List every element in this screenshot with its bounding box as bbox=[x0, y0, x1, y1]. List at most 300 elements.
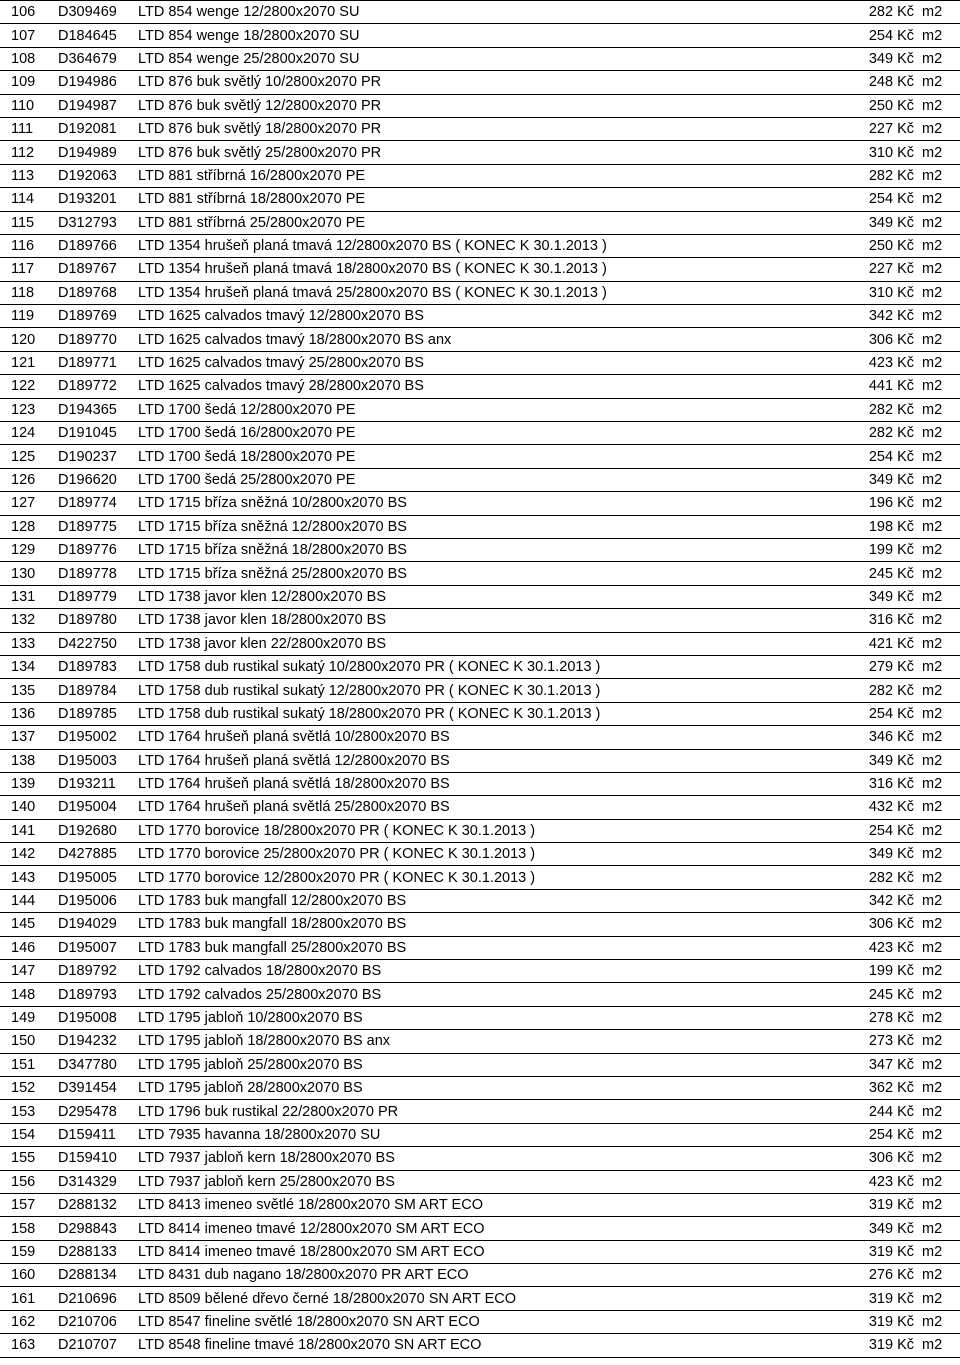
product-code: D189783 bbox=[58, 655, 138, 678]
product-description: LTD 1758 dub rustikal sukatý 18/2800x2070 PR ( KONEC K 30.1.2013 ) bbox=[138, 702, 798, 725]
row-number: 106 bbox=[0, 1, 58, 24]
price-unit: m2 bbox=[914, 492, 960, 515]
row-number: 136 bbox=[0, 702, 58, 725]
product-code: D194029 bbox=[58, 913, 138, 936]
product-code: D288132 bbox=[58, 1193, 138, 1216]
price-unit: m2 bbox=[914, 141, 960, 164]
product-description: LTD 1700 šedá 16/2800x2070 PE bbox=[138, 422, 798, 445]
product-price: 306 Kč bbox=[798, 328, 914, 351]
price-unit: m2 bbox=[914, 1, 960, 24]
table-row bbox=[0, 562, 960, 585]
product-code: D194986 bbox=[58, 71, 138, 94]
table-row bbox=[0, 702, 960, 725]
table-row bbox=[0, 936, 960, 959]
price-unit: m2 bbox=[914, 1076, 960, 1099]
product-description: LTD 1354 hrušeň planá tmavá 25/2800x2070 BS ( KONEC K 30.1.2013 ) bbox=[138, 281, 798, 304]
row-number: 132 bbox=[0, 609, 58, 632]
price-unit: m2 bbox=[914, 632, 960, 655]
table-row bbox=[0, 819, 960, 842]
product-price: 349 Kč bbox=[798, 843, 914, 866]
product-description: LTD 876 buk světlý 12/2800x2070 PR bbox=[138, 94, 798, 117]
product-description: LTD 1715 bříza sněžná 25/2800x2070 BS bbox=[138, 562, 798, 585]
product-description: LTD 1783 buk mangfall 12/2800x2070 BS bbox=[138, 889, 798, 912]
row-number: 131 bbox=[0, 585, 58, 608]
price-unit: m2 bbox=[914, 375, 960, 398]
product-price: 250 Kč bbox=[798, 94, 914, 117]
table-row bbox=[0, 843, 960, 866]
price-unit: m2 bbox=[914, 1147, 960, 1170]
row-number: 152 bbox=[0, 1076, 58, 1099]
product-price: 282 Kč bbox=[798, 679, 914, 702]
table-row bbox=[0, 749, 960, 772]
row-number: 116 bbox=[0, 234, 58, 257]
price-unit: m2 bbox=[914, 1217, 960, 1240]
table-row bbox=[0, 492, 960, 515]
table-row bbox=[0, 585, 960, 608]
product-price: 316 Kč bbox=[798, 772, 914, 795]
product-price: 349 Kč bbox=[798, 468, 914, 491]
table-row bbox=[0, 164, 960, 187]
price-unit: m2 bbox=[914, 328, 960, 351]
table-row bbox=[0, 1076, 960, 1099]
row-number: 134 bbox=[0, 655, 58, 678]
price-unit: m2 bbox=[914, 117, 960, 140]
row-number: 154 bbox=[0, 1123, 58, 1146]
price-unit: m2 bbox=[914, 1287, 960, 1310]
product-code: D184645 bbox=[58, 24, 138, 47]
table-row bbox=[0, 866, 960, 889]
table-row bbox=[0, 1053, 960, 1076]
product-description: LTD 1764 hrušeň planá světlá 12/2800x2070 BS bbox=[138, 749, 798, 772]
product-price: 254 Kč bbox=[798, 188, 914, 211]
product-price: 254 Kč bbox=[798, 819, 914, 842]
price-unit: m2 bbox=[914, 772, 960, 795]
product-code: D288133 bbox=[58, 1240, 138, 1263]
product-price: 441 Kč bbox=[798, 375, 914, 398]
price-unit: m2 bbox=[914, 47, 960, 70]
row-number: 124 bbox=[0, 422, 58, 445]
product-description: LTD 854 wenge 12/2800x2070 SU bbox=[138, 1, 798, 24]
table-row bbox=[0, 1, 960, 24]
row-number: 129 bbox=[0, 538, 58, 561]
price-unit: m2 bbox=[914, 1006, 960, 1029]
price-unit: m2 bbox=[914, 843, 960, 866]
product-code: D427885 bbox=[58, 843, 138, 866]
row-number: 112 bbox=[0, 141, 58, 164]
price-unit: m2 bbox=[914, 1334, 960, 1357]
product-price: 423 Kč bbox=[798, 1170, 914, 1193]
row-number: 141 bbox=[0, 819, 58, 842]
row-number: 114 bbox=[0, 188, 58, 211]
product-price: 199 Kč bbox=[798, 960, 914, 983]
table-row bbox=[0, 234, 960, 257]
product-description: LTD 876 buk světlý 25/2800x2070 PR bbox=[138, 141, 798, 164]
product-code: D189767 bbox=[58, 258, 138, 281]
product-code: D191045 bbox=[58, 422, 138, 445]
price-unit: m2 bbox=[914, 422, 960, 445]
table-row bbox=[0, 445, 960, 468]
price-unit: m2 bbox=[914, 562, 960, 585]
product-description: LTD 1625 calvados tmavý 18/2800x2070 BS anx bbox=[138, 328, 798, 351]
row-number: 123 bbox=[0, 398, 58, 421]
product-description: LTD 1795 jabloň 18/2800x2070 BS anx bbox=[138, 1030, 798, 1053]
product-description: LTD 1715 bříza sněžná 18/2800x2070 BS bbox=[138, 538, 798, 561]
table-row bbox=[0, 94, 960, 117]
price-unit: m2 bbox=[914, 936, 960, 959]
product-code: D189772 bbox=[58, 375, 138, 398]
row-number: 113 bbox=[0, 164, 58, 187]
price-unit: m2 bbox=[914, 702, 960, 725]
product-price: 319 Kč bbox=[798, 1193, 914, 1216]
price-unit: m2 bbox=[914, 796, 960, 819]
table-row bbox=[0, 117, 960, 140]
product-code: D192063 bbox=[58, 164, 138, 187]
product-description: LTD 881 stříbrná 18/2800x2070 PE bbox=[138, 188, 798, 211]
product-code: D210696 bbox=[58, 1287, 138, 1310]
row-number: 155 bbox=[0, 1147, 58, 1170]
product-description: LTD 1764 hrušeň planá světlá 18/2800x2070 BS bbox=[138, 772, 798, 795]
product-description: LTD 8548 fineline tmavé 18/2800x2070 SN ART ECO bbox=[138, 1334, 798, 1357]
product-code: D189778 bbox=[58, 562, 138, 585]
product-code: D195007 bbox=[58, 936, 138, 959]
product-code: D189775 bbox=[58, 515, 138, 538]
price-list-body bbox=[0, 1, 960, 1358]
row-number: 119 bbox=[0, 305, 58, 328]
table-row bbox=[0, 726, 960, 749]
table-row bbox=[0, 1310, 960, 1333]
product-price: 248 Kč bbox=[798, 71, 914, 94]
table-row bbox=[0, 1240, 960, 1263]
price-unit: m2 bbox=[914, 913, 960, 936]
product-price: 310 Kč bbox=[798, 141, 914, 164]
price-unit: m2 bbox=[914, 1170, 960, 1193]
product-price: 254 Kč bbox=[798, 445, 914, 468]
product-description: LTD 876 buk světlý 10/2800x2070 PR bbox=[138, 71, 798, 94]
product-description: LTD 1625 calvados tmavý 28/2800x2070 BS bbox=[138, 375, 798, 398]
product-code: D195003 bbox=[58, 749, 138, 772]
price-unit: m2 bbox=[914, 889, 960, 912]
row-number: 142 bbox=[0, 843, 58, 866]
product-price: 319 Kč bbox=[798, 1287, 914, 1310]
product-code: D391454 bbox=[58, 1076, 138, 1099]
price-unit: m2 bbox=[914, 1240, 960, 1263]
price-unit: m2 bbox=[914, 538, 960, 561]
row-number: 118 bbox=[0, 281, 58, 304]
row-number: 159 bbox=[0, 1240, 58, 1263]
product-code: D196620 bbox=[58, 468, 138, 491]
table-row bbox=[0, 375, 960, 398]
price-unit: m2 bbox=[914, 468, 960, 491]
row-number: 120 bbox=[0, 328, 58, 351]
product-price: 254 Kč bbox=[798, 24, 914, 47]
table-row bbox=[0, 515, 960, 538]
product-price: 245 Kč bbox=[798, 562, 914, 585]
price-unit: m2 bbox=[914, 1310, 960, 1333]
product-description: LTD 1770 borovice 12/2800x2070 PR ( KONEC K 30.1.2013 ) bbox=[138, 866, 798, 889]
product-price: 319 Kč bbox=[798, 1334, 914, 1357]
product-code: D193201 bbox=[58, 188, 138, 211]
table-row bbox=[0, 538, 960, 561]
product-price: 423 Kč bbox=[798, 936, 914, 959]
table-row bbox=[0, 24, 960, 47]
row-number: 151 bbox=[0, 1053, 58, 1076]
table-row bbox=[0, 305, 960, 328]
row-number: 148 bbox=[0, 983, 58, 1006]
row-number: 135 bbox=[0, 679, 58, 702]
product-description: LTD 7935 havanna 18/2800x2070 SU bbox=[138, 1123, 798, 1146]
product-description: LTD 8509 bělené dřevo černé 18/2800x2070 SN ART ECO bbox=[138, 1287, 798, 1310]
price-unit: m2 bbox=[914, 1053, 960, 1076]
product-price: 227 Kč bbox=[798, 117, 914, 140]
row-number: 122 bbox=[0, 375, 58, 398]
price-unit: m2 bbox=[914, 1030, 960, 1053]
product-code: D189771 bbox=[58, 351, 138, 374]
row-number: 111 bbox=[0, 117, 58, 140]
product-description: LTD 1770 borovice 18/2800x2070 PR ( KONEC K 30.1.2013 ) bbox=[138, 819, 798, 842]
product-price: 276 Kč bbox=[798, 1264, 914, 1287]
product-price: 349 Kč bbox=[798, 47, 914, 70]
table-row bbox=[0, 679, 960, 702]
product-code: D195004 bbox=[58, 796, 138, 819]
product-price: 245 Kč bbox=[798, 983, 914, 1006]
product-price: 342 Kč bbox=[798, 889, 914, 912]
table-row bbox=[0, 1264, 960, 1287]
price-unit: m2 bbox=[914, 351, 960, 374]
product-price: 362 Kč bbox=[798, 1076, 914, 1099]
product-code: D190237 bbox=[58, 445, 138, 468]
product-code: D194987 bbox=[58, 94, 138, 117]
table-row bbox=[0, 632, 960, 655]
table-row bbox=[0, 188, 960, 211]
product-description: LTD 1758 dub rustikal sukatý 12/2800x2070 PR ( KONEC K 30.1.2013 ) bbox=[138, 679, 798, 702]
product-description: LTD 1795 jabloň 10/2800x2070 BS bbox=[138, 1006, 798, 1029]
product-price: 306 Kč bbox=[798, 1147, 914, 1170]
price-unit: m2 bbox=[914, 94, 960, 117]
table-row bbox=[0, 796, 960, 819]
product-price: 198 Kč bbox=[798, 515, 914, 538]
price-unit: m2 bbox=[914, 1193, 960, 1216]
row-number: 109 bbox=[0, 71, 58, 94]
row-number: 150 bbox=[0, 1030, 58, 1053]
price-unit: m2 bbox=[914, 726, 960, 749]
product-price: 423 Kč bbox=[798, 351, 914, 374]
product-code: D288134 bbox=[58, 1264, 138, 1287]
table-row bbox=[0, 655, 960, 678]
product-description: LTD 8547 fineline světlé 18/2800x2070 SN ART ECO bbox=[138, 1310, 798, 1333]
product-price: 282 Kč bbox=[798, 398, 914, 421]
table-row bbox=[0, 983, 960, 1006]
product-code: D194989 bbox=[58, 141, 138, 164]
price-unit: m2 bbox=[914, 211, 960, 234]
table-row bbox=[0, 258, 960, 281]
price-unit: m2 bbox=[914, 164, 960, 187]
product-code: D309469 bbox=[58, 1, 138, 24]
price-unit: m2 bbox=[914, 655, 960, 678]
row-number: 153 bbox=[0, 1100, 58, 1123]
price-unit: m2 bbox=[914, 24, 960, 47]
product-code: D298843 bbox=[58, 1217, 138, 1240]
product-description: LTD 7937 jabloň kern 25/2800x2070 BS bbox=[138, 1170, 798, 1193]
product-price: 244 Kč bbox=[798, 1100, 914, 1123]
product-code: D195002 bbox=[58, 726, 138, 749]
table-row bbox=[0, 47, 960, 70]
table-row bbox=[0, 889, 960, 912]
table-row bbox=[0, 1334, 960, 1357]
price-unit: m2 bbox=[914, 819, 960, 842]
row-number: 157 bbox=[0, 1193, 58, 1216]
product-price: 199 Kč bbox=[798, 538, 914, 561]
row-number: 156 bbox=[0, 1170, 58, 1193]
product-price: 227 Kč bbox=[798, 258, 914, 281]
product-description: LTD 1715 bříza sněžná 10/2800x2070 BS bbox=[138, 492, 798, 515]
row-number: 149 bbox=[0, 1006, 58, 1029]
table-row bbox=[0, 1170, 960, 1193]
product-code: D210707 bbox=[58, 1334, 138, 1357]
product-price: 196 Kč bbox=[798, 492, 914, 515]
product-price: 319 Kč bbox=[798, 1240, 914, 1263]
product-description: LTD 876 buk světlý 18/2800x2070 PR bbox=[138, 117, 798, 140]
product-code: D189770 bbox=[58, 328, 138, 351]
product-price: 278 Kč bbox=[798, 1006, 914, 1029]
product-price: 349 Kč bbox=[798, 211, 914, 234]
product-description: LTD 1738 javor klen 22/2800x2070 BS bbox=[138, 632, 798, 655]
table-row bbox=[0, 1193, 960, 1216]
row-number: 127 bbox=[0, 492, 58, 515]
row-number: 145 bbox=[0, 913, 58, 936]
product-price: 347 Kč bbox=[798, 1053, 914, 1076]
product-price: 319 Kč bbox=[798, 1310, 914, 1333]
product-code: D159411 bbox=[58, 1123, 138, 1146]
price-unit: m2 bbox=[914, 445, 960, 468]
product-code: D189766 bbox=[58, 234, 138, 257]
product-description: LTD 1700 šedá 25/2800x2070 PE bbox=[138, 468, 798, 491]
product-description: LTD 8413 imeneo světlé 18/2800x2070 SM ART ECO bbox=[138, 1193, 798, 1216]
product-code: D314329 bbox=[58, 1170, 138, 1193]
product-price: 254 Kč bbox=[798, 702, 914, 725]
row-number: 146 bbox=[0, 936, 58, 959]
table-row bbox=[0, 1006, 960, 1029]
row-number: 108 bbox=[0, 47, 58, 70]
table-row bbox=[0, 1217, 960, 1240]
product-description: LTD 854 wenge 18/2800x2070 SU bbox=[138, 24, 798, 47]
product-description: LTD 1783 buk mangfall 25/2800x2070 BS bbox=[138, 936, 798, 959]
row-number: 158 bbox=[0, 1217, 58, 1240]
table-row bbox=[0, 1123, 960, 1146]
row-number: 121 bbox=[0, 351, 58, 374]
table-row bbox=[0, 141, 960, 164]
product-code: D192680 bbox=[58, 819, 138, 842]
product-code: D189792 bbox=[58, 960, 138, 983]
product-code: D192081 bbox=[58, 117, 138, 140]
product-description: LTD 1792 calvados 25/2800x2070 BS bbox=[138, 983, 798, 1006]
table-row bbox=[0, 1030, 960, 1053]
product-code: D195006 bbox=[58, 889, 138, 912]
row-number: 163 bbox=[0, 1334, 58, 1357]
price-unit: m2 bbox=[914, 1100, 960, 1123]
price-unit: m2 bbox=[914, 281, 960, 304]
row-number: 143 bbox=[0, 866, 58, 889]
product-code: D189793 bbox=[58, 983, 138, 1006]
row-number: 110 bbox=[0, 94, 58, 117]
product-price: 346 Kč bbox=[798, 726, 914, 749]
product-description: LTD 7937 jabloň kern 18/2800x2070 BS bbox=[138, 1147, 798, 1170]
product-description: LTD 881 stříbrná 25/2800x2070 PE bbox=[138, 211, 798, 234]
price-unit: m2 bbox=[914, 305, 960, 328]
product-code: D189780 bbox=[58, 609, 138, 632]
product-price: 282 Kč bbox=[798, 422, 914, 445]
row-number: 138 bbox=[0, 749, 58, 772]
product-description: LTD 1764 hrušeň planá světlá 25/2800x2070 BS bbox=[138, 796, 798, 819]
price-unit: m2 bbox=[914, 983, 960, 1006]
product-code: D193211 bbox=[58, 772, 138, 795]
row-number: 161 bbox=[0, 1287, 58, 1310]
product-code: D295478 bbox=[58, 1100, 138, 1123]
product-description: LTD 1738 javor klen 12/2800x2070 BS bbox=[138, 585, 798, 608]
product-price: 316 Kč bbox=[798, 609, 914, 632]
product-description: LTD 1738 javor klen 18/2800x2070 BS bbox=[138, 609, 798, 632]
product-description: LTD 881 stříbrná 16/2800x2070 PE bbox=[138, 164, 798, 187]
price-unit: m2 bbox=[914, 188, 960, 211]
product-code: D194365 bbox=[58, 398, 138, 421]
product-description: LTD 1354 hrušeň planá tmavá 12/2800x2070 BS ( KONEC K 30.1.2013 ) bbox=[138, 234, 798, 257]
product-description: LTD 1795 jabloň 28/2800x2070 BS bbox=[138, 1076, 798, 1099]
product-description: LTD 1625 calvados tmavý 12/2800x2070 BS bbox=[138, 305, 798, 328]
product-price: 279 Kč bbox=[798, 655, 914, 678]
table-row bbox=[0, 398, 960, 421]
product-code: D189769 bbox=[58, 305, 138, 328]
row-number: 128 bbox=[0, 515, 58, 538]
row-number: 162 bbox=[0, 1310, 58, 1333]
product-code: D159410 bbox=[58, 1147, 138, 1170]
table-row bbox=[0, 609, 960, 632]
product-code: D189776 bbox=[58, 538, 138, 561]
table-row bbox=[0, 71, 960, 94]
product-description: LTD 1700 šedá 12/2800x2070 PE bbox=[138, 398, 798, 421]
price-unit: m2 bbox=[914, 866, 960, 889]
product-code: D312793 bbox=[58, 211, 138, 234]
price-unit: m2 bbox=[914, 234, 960, 257]
product-code: D195005 bbox=[58, 866, 138, 889]
product-description: LTD 1792 calvados 18/2800x2070 BS bbox=[138, 960, 798, 983]
product-price: 306 Kč bbox=[798, 913, 914, 936]
product-code: D194232 bbox=[58, 1030, 138, 1053]
product-code: D422750 bbox=[58, 632, 138, 655]
product-description: LTD 1796 buk rustikal 22/2800x2070 PR bbox=[138, 1100, 798, 1123]
product-price: 342 Kč bbox=[798, 305, 914, 328]
row-number: 107 bbox=[0, 24, 58, 47]
row-number: 126 bbox=[0, 468, 58, 491]
product-description: LTD 1354 hrušeň planá tmavá 18/2800x2070 BS ( KONEC K 30.1.2013 ) bbox=[138, 258, 798, 281]
product-price: 254 Kč bbox=[798, 1123, 914, 1146]
price-unit: m2 bbox=[914, 609, 960, 632]
table-row bbox=[0, 422, 960, 445]
product-price: 282 Kč bbox=[798, 1, 914, 24]
row-number: 139 bbox=[0, 772, 58, 795]
price-unit: m2 bbox=[914, 749, 960, 772]
price-unit: m2 bbox=[914, 1123, 960, 1146]
product-price: 273 Kč bbox=[798, 1030, 914, 1053]
product-code: D189768 bbox=[58, 281, 138, 304]
product-price: 282 Kč bbox=[798, 866, 914, 889]
product-price: 310 Kč bbox=[798, 281, 914, 304]
product-description: LTD 854 wenge 25/2800x2070 SU bbox=[138, 47, 798, 70]
price-unit: m2 bbox=[914, 515, 960, 538]
product-code: D364679 bbox=[58, 47, 138, 70]
product-price: 432 Kč bbox=[798, 796, 914, 819]
table-row bbox=[0, 772, 960, 795]
product-code: D195008 bbox=[58, 1006, 138, 1029]
price-unit: m2 bbox=[914, 585, 960, 608]
